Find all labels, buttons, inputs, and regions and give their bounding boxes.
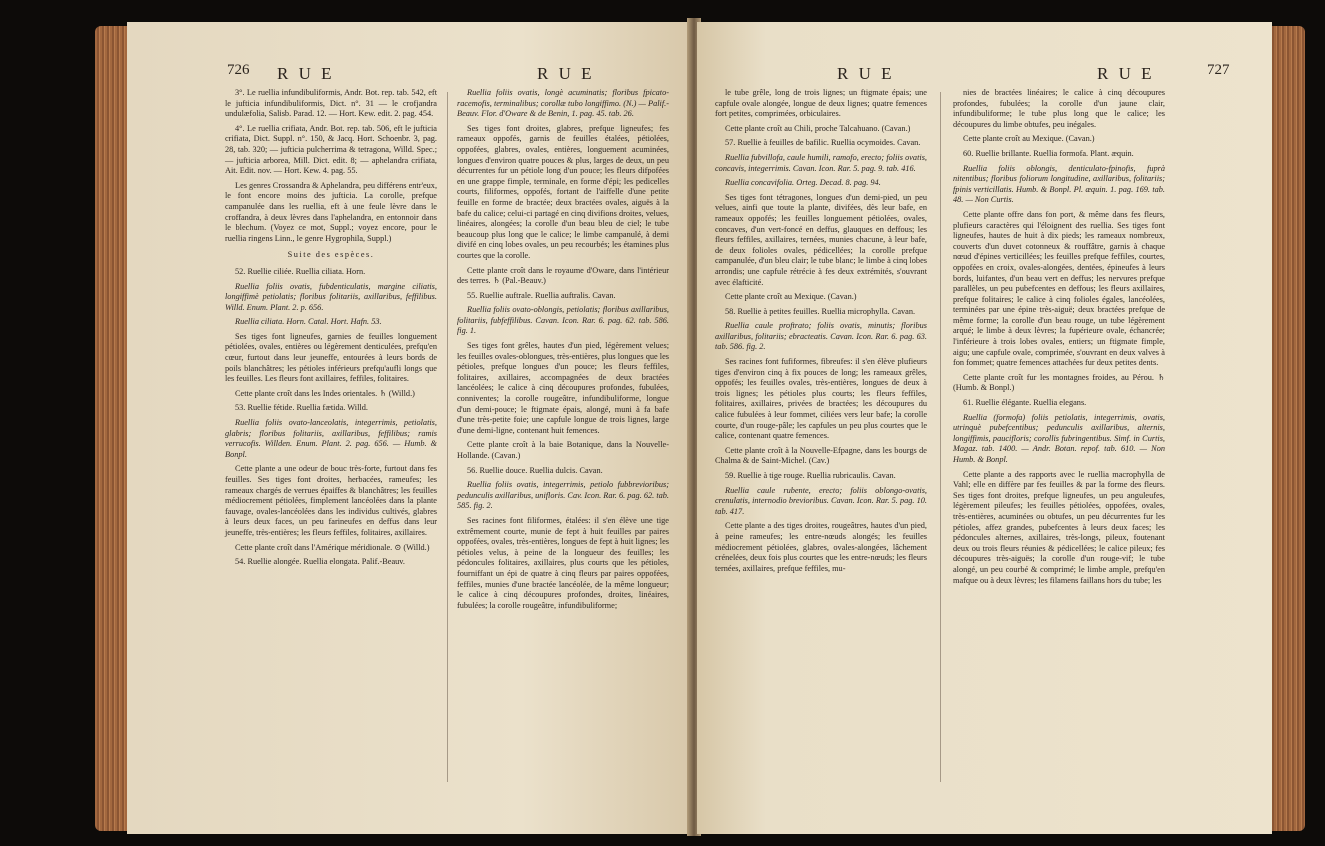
paragraph: Suite des espèces. [287, 250, 375, 260]
paragraph: 58. Ruellie à petites feuilles. Ruellia microphylla. Cavan. [725, 306, 916, 316]
paragraph: Ruellia foliis oblongis, denticulato-fpinofis, fuprà nitentibus; floribus foliorum longitudine, axillaribus, folitariis; fpinis verticillatis. Humb. & Bonpl. Pl. æquin. 1. pag. 169. tab. 48. — Non Curtis. [953, 163, 1165, 205]
paragraph: 60. Ruellie brillante. Ruellia formofa. Plant. æquin. [963, 148, 1134, 158]
paragraph: Ruellia foliis ovato-oblongis, petiolatis; floribus axillaribus, folitariis, fubfeffilibus. Cavan. Icon. Rar. 6. pag. 62. tab. 586. fig. 1. [457, 305, 669, 336]
paragraph: Ruellia foliis ovatis, integerrimis, petiolo fubbrevioribus; pedunculis axillaribus, unifloris. Cav. Icon. Rar. 6. pag. 62. tab. 585. fig. 2. [457, 480, 669, 511]
paragraph: Cette plante a une odeur de bouc très-forte, furtout dans fes feuilles. Ses tiges font droites, herbacées, rameufes; les rameaux chargés de verrues épaiffes & blanchâtres; les feuilles médiocrement pétiolées, fimplement lancéolées dans la plante fauvage, ovales-lancéolées dans les individus cultivés, glabres à leurs deux faces, un peu farineufes en deffus dans leur jeuneffe, très-entières; les fleurs feffiles, folitaires, axillaires. [225, 464, 437, 537]
paragraph: Les genres Crossandra & Aphelandra, peu différens entr'eux, le font encore moins des jufticia. La corolle, prefque campanulée dans les ruellia, eft à une feule lèvre dans le croffandra, à deux lèvres dans l'aphelandra, en entonnoir dans le blechum. (Voyez ce mot, Suppl.; voyez encore, pour le ruellia ringens Linn., le genre Hygrophila, Suppl.) [225, 180, 438, 243]
paragraph: Ses racines font filiformes, étalées: il s'en élève une tige extrêmement courte, munie de fept à huit feuilles par paires oppofées, ovales, très-entières, longues de fept à huit lignes; les pétioles velus, à peine de la longueur des feuilles; les pédoncules folitaires, axillaires, plus courts que les pétioles, fourniffant un épi de quatre à cinq fleurs par paires oppofées, feffiles, munies d'une bractée lancéolée, de la même longueur; le calice à cinq découpures profondes, droites, linéaires, fubulées; la corolle rougeâtre, infundibuliforme; [457, 515, 669, 610]
paragraph: 55. Ruellie auftrale. Ruellia auftralis. Cavan. [467, 290, 616, 300]
left-header-rue-2: R U E [537, 64, 595, 83]
right-column-1 [715, 88, 927, 578]
paragraph: 56. Ruellie douce. Ruellia dulcis. Cavan. [467, 465, 603, 475]
paragraph: 59. Ruellie à tige rouge. Ruellia rubricaulis. Cavan. [725, 471, 896, 480]
page-edges-right [1271, 26, 1305, 831]
paragraph: 54. Ruellie alongée. Ruellia elongata. Palif.-Beauv. [235, 557, 405, 567]
paragraph: Cette plante a des tiges droites, rougeâtres, hautes d'un pied, à peine rameufes; les entre-nœuds alongés; les feuilles médiocrement pétiolées, glabres, ovales-alongées, lâchement crénelées, deux fois plus courtes que les entre-nœuds; les fleurs ternées, axillaires, prefque feffiles, mu- [715, 521, 927, 573]
paragraph: Ses tiges font grêles, hautes d'un pied, légèrement velues; les feuilles ovales-oblongues, très-entières, plus longues que les pétioles, prefque longues d'un pouce; les fleurs feffiles, folitaires, axillaires, accompagnées de deux bractées lancéolées; le calice à cinq découpures profondes, fubulées, conniventes; la corolle rougeâtre, infundibuliforme, longue d'un demi-pouce; le ftigmate épais, alongé, muni à fa bafe d'une très-petite foie; une capfule longue de trois lignes, large d'une demi-ligne, contenant huit femences. [457, 341, 669, 435]
right-page [697, 22, 1272, 834]
paragraph: Cette plante croît fur les montagnes froides, au Pérou. ♄ (Humb. & Bonpl.) [953, 372, 1165, 393]
paragraph: Cette plante a des rapports avec le ruellia macrophylla de Vahl; elle en diffère par fes feuilles & par la forme des fleurs. Ses tiges font droites, prefque ligneufes, un peu anguleufes, légèrement pileufes; les feuilles pétiolées, oppofées, ovales, très-entières, acuminées ou obtufes, un peu décurrentes fur les pétioles, affez grandes, pubefcentes à leurs deux faces; les pédoncules alternes, axillaires, très-longs, pileux, foutenant deux ou trois fleurs réunies & pédicellées; le calice pileux; fes découpures très-aiguës; la corolle d'un rouge-vif; le tube alongé, un peu courbé & comprimé; le limbe ample, prefqu'en mafque ou à deux lèvres; les filamens faillans hors du tube; les [953, 469, 1165, 585]
left-page [127, 22, 692, 834]
paragraph: Ses racines font fufiformes, fibreufes: il s'en élève plufieurs tiges d'environ cinq à fix pouces de long; les rameaux grêles, oppofés; les feuilles ovales, très-entières, longues de deux à trois lignes; les pétioles plus courts; les fleurs feffiles, folitaires, axillaires, privées de bractées; les découpures du calice fubulées à leur fommet, ciliées vers leur bafe; la corolle courte, d'un rouge-pâle; les capfules un peu plus courtes que le calice, contenant quatre femences. [715, 357, 927, 441]
paragraph: Cette plante croît dans l'Amérique méridionale. ⊙ (Willd.) [235, 542, 430, 552]
paragraph: Cette plante croît au Chili, proche Talcahuano. (Cavan.) [725, 123, 911, 133]
paragraph: Cette plante croît au Mexique. (Cavan.) [725, 292, 857, 302]
right-page-number: 727 [1207, 62, 1230, 78]
paragraph: 57. Ruellie à feuilles de bafilic. Ruellia ocymoides. Cavan. [725, 138, 921, 148]
paragraph: 4°. Le ruellia crifiata, Andr. Bot. rep. tab. 506, eft le jufticia crifiata, Dict. Suppl. n°. 150, & Jacq. Hort. Schoenbr. 3, pag. 28, tab. 320; — jufticia pulcherrima & tetragona, Willd. Spec.; — jufticia arborea, Mill. Dict. edit. 8; — aphelandra crifiata, Ait. Edit. nov. — Hort. Kew. 4. pag. 55. [225, 123, 437, 176]
paragraph: Ruellia (formofa) foliis petiolatis, integerrimis, ovatis, utrinquè pubefcentibus; pedunculis axillaribus, alternis, longiffimis, paucifloris; corollis fubringentibus. Simf. in Curtis, Magaz. tab. 1400. — Andr. Botan. repof. tab. 610. — Non Humb. & Bonpl. [953, 412, 1165, 464]
right-column-2 [953, 88, 1165, 590]
paragraph: Ruellia caule rubente, erecto; foliis oblongo-ovatis, crenulatis, internodio brevioribus. Cavan. Icon. Rar. 5. pag. 10. tab. 417. [715, 485, 927, 516]
paragraph: Ruellia foliis ovatis, longè acuminatis; floribus fpicato-racemofis, terminalibus; corollæ tubo longiffimo. (N.) — Palif.-Beauv. Flor. d'Oware & de Benin, 1. pag. 45. tab. 26. [457, 88, 669, 119]
paragraph: Ruellia foliis ovatis, fubdenticulatis, margine ciliatis, longiffimè petiolatis; floribus folitariis, axillaribus, feffilibus. Willd. Enum. Plant. 2. p. 656. [225, 281, 437, 312]
paragraph: Ses tiges font droites, glabres, prefque ligneufes; fes rameaux oppofés, garnis de feuilles étalées, pétiolées, oppofées, glabres, ovales, entières, longuement acuminées, longues d'environ quatre pouces & plus, larges de deux, un peu décurrentes fur un pétiole long d'un pouce; les fleurs difpofées en une grappe fimple, terminale, en forme d'épi; les pedicelles courts, filiformes, oppofés, fortant de l'aiffelle d'une petite feuille en forme de bractée; deux bractées ovales, aiguës à la bafe du calice; celui-ci partagé en cinq divifions droites, velues, linéaires, alongées; la corolle d'un beau bleu de ciel; le tube beaucoup plus long que le calice; le limbe campanulé, à demi divifé en cinq lobes ovales, un peu recourbés; les étamines plus courtes que la corolle. [457, 123, 669, 260]
paragraph: Ruellia concavifolia. Orteg. Decad. 8. pag. 94. [725, 178, 881, 188]
left-column-2 [457, 88, 669, 615]
paragraph: Cette plante croît dans le royaume d'Oware, dans l'intérieur des terres. ♄ (Pal.-Beauv.) [457, 265, 669, 286]
right-header-rue-1: R U E [837, 64, 895, 83]
paragraph: 53. Ruellie fétide. Ruellia fætida. Willd. [235, 403, 368, 413]
paragraph: Cette plante croît au Mexique. (Cavan.) [963, 134, 1095, 144]
column-divider [940, 92, 941, 782]
left-page-number: 726 [227, 62, 250, 78]
paragraph: Ruellia fubvillofa, caule humili, ramofo, erecto; foliis ovatis, concavis, integerrimis. Cavan. Icon. Rar. 5. pag. 9. tab. 416. [715, 152, 927, 173]
paragraph: le tube grêle, long de trois lignes; un ftigmate épais; une capfule ovale alongée, longue de deux lignes; quatre femences fort petites, comprimées, orbiculaires. [715, 88, 927, 119]
paragraph: nies de bractées linéaires; le calice à cinq découpures profondes, fubulées; la corolle d'un jaune clair, infundibuliforme; le tube plus long que le calice; les découpures du limbe obtufes, peu inégales. [953, 88, 1165, 129]
paragraph: Cette plante offre dans fon port, & même dans fes fleurs, plufieurs caractères qui l'éloignent des ruellia. Ses tiges font ligneufes, hautes de huit à dix pieds; les rameaux nombreux, couverts d'un duvet cotonneux & rouffâtre, garnis à chaque nœud d'épines verticillées; les feuilles prefque feffiles, courtes, oppofées en croix, ovales-alongées, dentées, épineufes à leurs bords, luifantes, d'un beau vert en deffus; les nervures prefque parallèles, un peu pubefcentes en deffous; les fleurs axillaires, prefque folitaires; le calice à cinq folioles égales, lancéolées, terminées par une épine très-aiguë; deux bractées prefque de même forme; la corolle d'un beau rouge, un tube légèrement arqué; le limbe à deux lèvres; la fupérieure ovale, échancrée; l'inférieure à trois lobes ovales, entiers; un ftigmate fimple, aigu; une capfule ovale, comprimée, s'ouvrant en deux valves à fon fommet; quatre femences attachées fur deux petites dents. [953, 209, 1165, 368]
open-book [95, 18, 1305, 836]
paragraph: Ses tiges font ligneufes, garnies de feuilles longuement pétiolées, ovales, entières ou légèrement denticulées, prefqu'en cœur, furtout dans leur jeuneffe, entourées à leurs bords de poils blanchâtres; les pétioles inférieurs prefqu'aufli longs que les feuilles. Les fleurs font axillaires, feffiles, folitaires. [225, 331, 437, 384]
left-column-1 [225, 88, 437, 572]
paragraph: Cette plante croît à la baie Botanique, dans la Nouvelle-Hollande. (Cavan.) [457, 440, 669, 460]
paragraph: 52. Ruellie ciliée. Ruellia ciliata. Horn. [235, 266, 366, 276]
column-divider [447, 92, 448, 782]
paragraph: Cette plante croît dans les Indes orientales. ♄ (Willd.) [235, 388, 415, 398]
paragraph: Cette plante croît à la Nouvelle-Efpagne, dans les bourgs de Chalma & de Saint-Michel. (Cav.) [715, 445, 927, 466]
paragraph: Ruellia caule proftrato; foliis ovatis, minutis; floribus axillaribus, folitariis; ebracteatis. Cavan. Icon. Rar. 6. pag. 63. tab. 586. fig. 2. [715, 321, 927, 352]
paragraph: Ruellia foliis ovato-lanceolatis, integerrimis, petiolatis, glabris; floribus folitariis, axillaribus, feffilibus; ramis verrucofis. Willden. Enum. Plant. 2. pag. 656. — Humb. & Bonpl. [225, 418, 437, 459]
paragraph: Ruellia ciliata. Horn. Catal. Hort. Hafn. 53. [235, 317, 382, 327]
paragraph: 3°. Le ruellia infundibuliformis, Andr. Bot. rep. tab. 542, eft le jufticia infundibuliformis, Dict. n°. 31 — le crofjandra undulæfolia, Salisb. Parad. 12. — Hort. Kew. edit. 2. pag. 454. [225, 88, 437, 119]
right-header-rue-2: R U E [1097, 64, 1155, 83]
paragraph: 61. Ruellie élégante. Ruellia elegans. [963, 398, 1087, 408]
left-header-rue-1: R U E [277, 64, 335, 83]
paragraph: Ses tiges font tétragones, longues d'un demi-pied, un peu velues, ainfi que toute la plante, divifées, dès leur bafe, en rameaux oppofés; les feuilles longuement pétiolées, ovales, concaves, d'un vert-foncé en deffus, glauques en deffous; les fleurs feffiles, axillaires, ternées, munies chacune, à leur bafe, de deux folioles ovales, pédicellées; la corolle prefque campanulée, d'un bleu clair; le tube blanc; le limbe à cinq lobes arrondis; une capfule rétrécie à fes deux extrémités, s'ouvrant avec élafticité. [715, 192, 927, 287]
